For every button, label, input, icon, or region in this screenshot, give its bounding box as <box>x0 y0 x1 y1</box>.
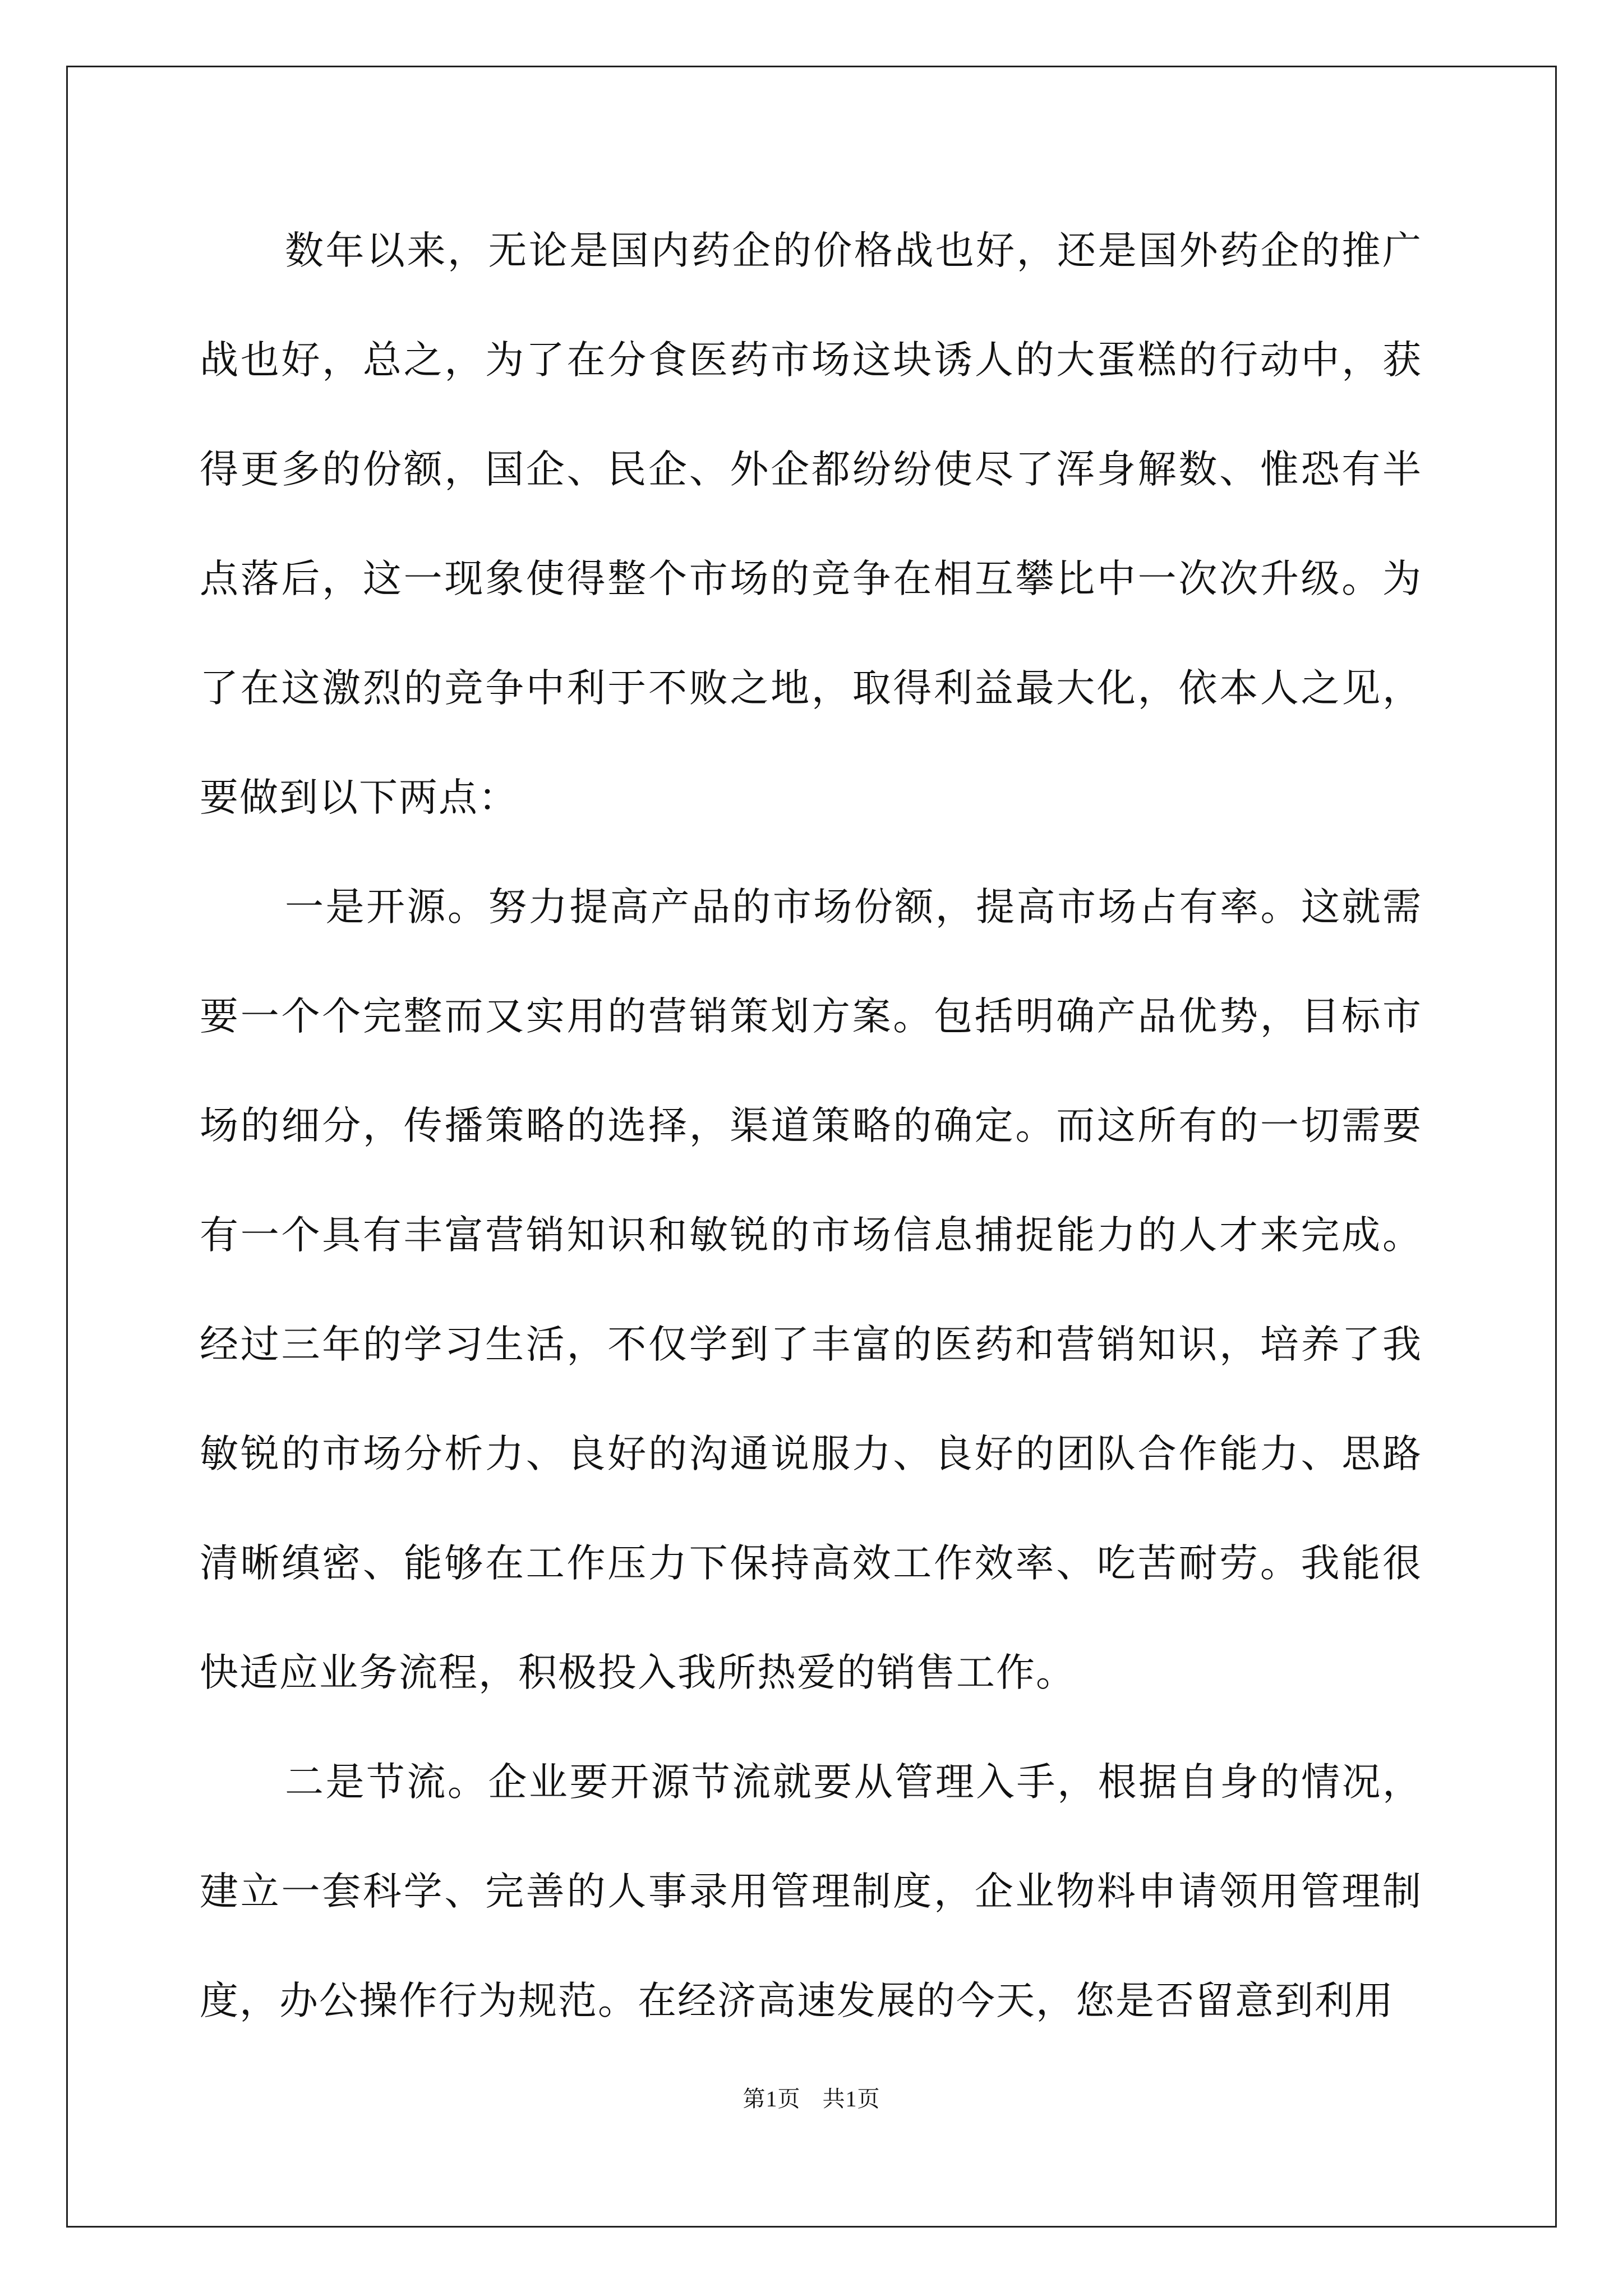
paragraph-open-source: 一是开源。努力提高产品的市场份额，提高市场占有率。这就需要一个个完整而又实用的营销策划方案。包括明确产品优势，目标市场的细分，传播策略的选择，渠道策略的确定。而这所有的一切需要有一个具有丰富营销知识和敏锐的市场信息捕捉能力的人才来完成。经过三年的学习生活，不仅学到了丰富的医药和营销知识，培养了我敏锐的市场分析力、良好的沟通说服力、良好的团队合作能力、思路清晰缜密、能够在工作压力下保持高效工作效率、吃苦耐劳。我能很快适应业务流程，积极投入我所热爱的销售工作。 <box>200 885 1422 1695</box>
page-total: 共1页 <box>822 2086 880 2111</box>
page-number: 第1页 <box>743 2086 801 2111</box>
paragraph-cost-saving: 二是节流。企业要开源节流就要从管理入手，根据自身的情况，建立一套科学、完善的人事录用管理制度，企业物料申请领用管理制度，办公操作行为规范。在经济高速发展的今天，您是否留意到利用 <box>200 1760 1422 2023</box>
page-footer <box>0 2081 1623 2113</box>
paragraph-intro: 数年以来，无论是国内药企的价格战也好，还是国外药企的推广战也好，总之，为了在分食医药市场这块诱人的大蛋糕的行动中，获得更多的份额，国企、民企、外企都纷纷使尽了浑身解数、惟恐有半点落后，这一现象使得整个市场的竞争在相互攀比中一次次升级。为了在这激烈的竞争中利于不败之地，取得利益最大化，依本人之见，要做到以下两点： <box>200 228 1422 820</box>
